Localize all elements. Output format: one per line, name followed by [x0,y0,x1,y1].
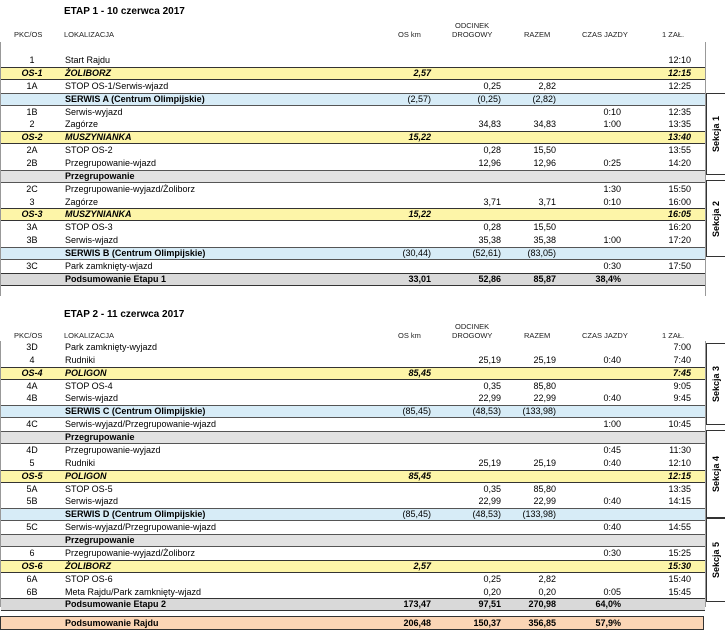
zal-cell: 11:30 [669,444,691,455]
col-czas: CZAS JAZDY [582,30,628,39]
odcinek-cell: 0,25 [483,80,501,91]
col-raz: RAZEM [524,331,551,340]
col-odc-2: DROGOWY [452,331,493,340]
table-row [1,157,705,170]
pkc-cell: OS-1 [21,67,43,78]
os-km-cell: 85,45 [408,367,431,378]
pkc-cell: OS-2 [21,132,43,143]
rally-summary-odc: 150,37 [473,618,501,628]
location-cell: Przegrupowanie-wyjazd/Żoliborz [65,183,196,194]
location-cell: Zagórze [65,196,99,207]
table-row [1,573,705,586]
table-row [1,457,705,470]
location-cell: SERWIS C (Centrum Olimpijskie) [65,406,206,417]
table-row [1,54,705,67]
table-row [1,354,705,367]
zal-cell: 17:20 [668,235,691,246]
location-cell: Start Rajdu [65,55,111,65]
service-row [1,93,705,106]
odcinek-cell: 25,19 [478,457,501,468]
location-cell: Serwis-wjazd [65,235,119,246]
pkc-cell: 6A [26,573,38,584]
table-row [1,80,705,93]
location-cell: Zagórze [65,119,99,130]
service-row [1,508,705,521]
zal-cell: 14:20 [668,157,691,168]
pkc-cell: 1 [29,55,35,65]
razem-cell: 25,19 [533,354,556,365]
razem-cell: 85,80 [533,483,556,494]
special-stage-row [1,208,705,221]
stage-1-table [0,42,706,296]
pkc-cell: OS-4 [21,367,43,378]
pkc-cell: 6B [26,586,38,597]
table-row [1,495,705,508]
special-stage-row [1,470,705,483]
zal-cell: 15:50 [668,183,691,194]
location-cell: SERWIS A (Centrum Olimpijskie) [65,93,205,104]
odcinek-cell: 12,96 [478,157,501,168]
regroup-row [1,170,705,183]
stage-2-table [0,341,706,610]
czas-cell: 0:05 [603,586,621,597]
pkc-cell: 4D [26,444,38,455]
odcinek-cell: (48,53) [472,406,501,417]
col-odc-2: DROGOWY [452,30,493,39]
location-cell: Przegrupowanie-wjazd [65,157,157,168]
zal-cell: 9:05 [673,380,691,391]
razem-cell: (2,82) [532,93,556,104]
table-row [1,547,705,560]
odcinek-cell: (48,53) [472,509,501,520]
zal-cell: 15:45 [668,586,691,597]
pkc-cell: 5 [29,457,35,468]
pkc-cell: 3A [26,222,38,233]
pkc-cell: 3B [26,235,38,246]
pkc-cell: 3C [26,260,38,271]
col-czas: CZAS JAZDY [582,331,628,340]
czas-cell: 0:40 [603,457,621,468]
location-cell: Serwis-wjazd [65,496,119,507]
zal-cell: 16:05 [667,209,691,220]
location-cell: Serwis-wyjazd/Przegrupowanie-wjazd [65,522,217,533]
czas-cell: 1:00 [603,119,621,130]
zal-cell: 12:15 [667,67,691,78]
razem-cell: 2,82 [538,573,556,584]
odcinek-cell: 0,35 [483,483,501,494]
odcinek-cell: 3,71 [483,196,501,207]
pkc-cell: OS-6 [21,560,43,571]
location-cell: POLIGON [65,367,107,378]
location-cell: Serwis-wjazd [65,393,119,404]
zal-cell: 12:15 [667,470,691,481]
table-row [1,196,705,209]
location-cell: STOP OS-2 [65,145,113,156]
rally-summary-razem: 356,85 [528,618,556,628]
odcinek-cell: 0,28 [483,222,501,233]
location-cell: ŻOLIBORZ [65,560,111,571]
czas-cell: 0:25 [603,157,621,168]
pkc-cell: 5A [26,483,38,494]
czas-cell: 0:30 [603,260,621,271]
os-km-cell: (2,57) [407,93,431,104]
location-cell: Meta Rajdu/Park zamknięty-wjazd [65,586,202,597]
odcinek-cell: 25,19 [478,354,501,365]
pkc-cell: 4C [26,419,38,430]
odcinek-cell: 22,99 [478,496,501,507]
odcinek-cell: 0,20 [483,586,501,597]
special-stage-row [1,560,705,573]
os-km-cell: 15,22 [408,209,431,220]
col-loc: LOKALIZACJA [64,331,115,340]
location-cell: STOP OS-6 [65,573,113,584]
czas-cell: 0:40 [603,496,621,507]
table-row [1,106,705,119]
service-row [1,247,705,260]
odcinek-cell: 35,38 [478,235,501,246]
pkc-cell: OS-5 [21,470,43,481]
razem-cell: 0,20 [538,586,556,597]
col-pkc: PKC/OS [14,331,43,340]
stage-1-title: ETAP 1 - 10 czerwca 2017 [64,6,185,17]
odcinek-cell: 22,99 [478,393,501,404]
razem-cell: 22,99 [533,393,556,404]
col-loc: LOKALIZACJA [64,30,115,39]
location-cell: POLIGON [65,470,107,481]
col-raz: RAZEM [524,30,551,39]
rally-summary-row [0,616,704,630]
location-cell: Przegrupowanie [65,170,135,181]
location-cell: Przegrupowanie [65,431,135,442]
col-zal: 1 ZAŁ. [662,30,685,39]
col-zal: 1 ZAŁ. [662,331,685,340]
table-row [1,380,705,393]
zal-cell: 16:00 [668,196,691,207]
pkc-cell: 5C [26,522,38,533]
zal-cell: 16:20 [668,222,691,233]
czas-cell: 0:40 [603,522,621,533]
col-os: OS km [398,30,421,39]
col-os: OS km [398,331,421,340]
location-cell: MUSZYNIANKA [65,132,132,143]
czas-cell: 0:40 [603,393,621,404]
table-row [1,418,705,431]
razem-cell: 15,50 [533,222,556,233]
rally-summary-os: 206,48 [403,618,431,628]
razem-cell: 25,19 [533,457,556,468]
os-km-cell: (30,44) [402,247,431,258]
pkc-cell: 2A [26,145,38,156]
location-cell: Rudniki [65,457,96,468]
column-header-stage-1 [0,20,725,40]
odcinek-cell: 0,28 [483,145,501,156]
zal-cell: 17:50 [668,260,691,271]
table-row [1,586,705,599]
column-header-stage-2 [0,321,725,341]
czas-cell: 0:10 [603,106,621,117]
odcinek-cell: 52,86 [478,273,501,284]
razem-cell: 22,99 [533,496,556,507]
zal-cell: 12:35 [668,106,691,117]
col-odc-1: ODCINEK [455,322,490,331]
location-cell: MUSZYNIANKA [65,209,132,220]
odcinek-cell: 34,83 [478,119,501,130]
location-cell: STOP OS-1/Serwis-wjazd [65,80,169,91]
czas-cell: 0:45 [603,444,621,455]
pkc-cell: 2 [29,119,35,130]
section-label-1: Sekcja 1 [706,93,725,175]
odcinek-cell: 0,25 [483,573,501,584]
razem-cell: (133,98) [522,509,556,520]
location-cell: STOP OS-3 [65,222,113,233]
zal-cell: 9:45 [673,393,691,404]
razem-cell: 85,87 [533,273,556,284]
razem-cell: 85,80 [533,380,556,391]
col-pkc: PKC/OS [14,30,43,39]
zal-cell: 14:55 [668,522,691,533]
odcinek-cell: 0,35 [483,380,501,391]
rally-summary-label: Podsumowanie Rajdu [65,618,159,628]
razem-cell: 12,96 [533,157,556,168]
zal-cell: 15:40 [668,573,691,584]
col-odc-1: ODCINEK [455,21,490,30]
regroup-row [1,431,705,444]
razem-cell: 15,50 [533,145,556,156]
pkc-cell: 3 [29,196,35,207]
table-row [1,392,705,405]
razem-cell: 3,71 [538,196,556,207]
service-row [1,405,705,418]
pkc-cell: OS-3 [21,209,43,220]
section-label-4: Sekcja 4 [706,430,725,518]
czas-cell: 1:30 [603,183,621,194]
stage-2-title: ETAP 2 - 11 czerwca 2017 [64,309,185,320]
zal-cell: 12:25 [668,80,691,91]
section-label-5: Sekcja 5 [706,518,725,602]
pkc-cell: 5B [26,496,38,507]
location-cell: Rudniki [65,354,96,365]
location-cell: Przegrupowanie-wyjazd [65,444,161,455]
pkc-cell: 1A [26,80,38,91]
location-cell: SERWIS B (Centrum Olimpijskie) [65,247,206,258]
zal-cell: 15:25 [668,547,691,558]
rally-summary-czas: 57,9% [595,618,621,628]
table-row [1,118,705,131]
zal-cell: 13:35 [668,483,691,494]
location-cell: Park zamknięty-wjazd [65,260,153,271]
czas-cell: 38,4% [595,273,621,284]
czas-cell: 0:10 [603,196,621,207]
razem-cell: 35,38 [533,235,556,246]
table-row [1,183,705,196]
location-cell: STOP OS-5 [65,483,113,494]
pkc-cell: 2B [26,157,38,168]
location-cell: Przegrupowanie [65,534,135,545]
location-cell: ŻOLIBORZ [65,67,111,78]
razem-cell: 2,82 [538,80,556,91]
table-row [1,444,705,457]
zal-cell: 13:55 [668,145,691,156]
location-cell: Przegrupowanie-wyjazd/Żoliborz [65,547,196,558]
pkc-cell: 6 [29,547,35,558]
location-cell: Podsumowanie Etapu 2 [65,599,167,610]
os-km-cell: (85,45) [402,406,431,417]
zal-cell: 13:35 [668,119,691,130]
regroup-row [1,534,705,547]
rally-summary [0,616,704,630]
odcinek-cell: (0,25) [477,93,501,104]
razem-cell: 34,83 [533,119,556,130]
pkc-cell: 3D [26,342,38,352]
pkc-cell: 2C [26,183,38,194]
stage-summary-row [1,273,705,286]
czas-cell: 64,0% [595,599,621,610]
special-stage-row [1,367,705,380]
razem-cell: 270,98 [528,599,556,610]
zal-cell: 13:40 [667,132,691,143]
czas-cell: 0:40 [603,354,621,365]
os-km-cell: 33,01 [408,273,431,284]
os-km-cell: 15,22 [408,132,431,143]
location-cell: Serwis-wyjazd [65,106,123,117]
pkc-cell: 1B [26,106,38,117]
os-km-cell: 173,47 [403,599,431,610]
table-row [1,144,705,157]
zal-cell: 12:10 [668,55,691,65]
razem-cell: (133,98) [522,406,556,417]
location-cell: Serwis-wyjazd/Przegrupowanie-wjazd [65,419,217,430]
odcinek-cell: 97,51 [478,599,501,610]
zal-cell: 12:10 [668,457,691,468]
pkc-cell: 4 [29,354,35,365]
czas-cell: 1:00 [603,235,621,246]
table-row [1,221,705,234]
os-km-cell: (85,45) [402,509,431,520]
special-stage-row [1,131,705,144]
table-row [1,260,705,273]
odcinek-cell: (52,61) [472,247,501,258]
zal-cell: 14:15 [668,496,691,507]
czas-cell: 0:30 [603,547,621,558]
zal-cell: 7:00 [673,342,691,352]
pkc-cell: 4B [26,393,38,404]
stage-summary-row [1,598,705,611]
zal-cell: 7:45 [672,367,691,378]
section-label-2: Sekcja 2 [706,180,725,257]
table-row [1,521,705,534]
pkc-cell: 4A [26,380,38,391]
razem-cell: (83,05) [527,247,556,258]
os-km-cell: 2,57 [413,67,431,78]
table-row [1,483,705,496]
spacer-row [1,42,705,54]
zal-cell: 7:40 [673,354,691,365]
location-cell: Podsumowanie Etapu 1 [65,273,167,284]
table-row [1,341,705,354]
location-cell: STOP OS-4 [65,380,113,391]
czas-cell: 1:00 [603,419,621,430]
os-km-cell: 85,45 [408,470,431,481]
table-row [1,234,705,247]
location-cell: Park zamknięty-wyjazd [65,342,158,352]
os-km-cell: 2,57 [413,560,431,571]
zal-cell: 10:45 [668,419,691,430]
zal-cell: 15:30 [667,560,691,571]
section-label-3: Sekcja 3 [706,343,725,425]
special-stage-row [1,67,705,80]
location-cell: SERWIS D (Centrum Olimpijskie) [65,509,206,520]
